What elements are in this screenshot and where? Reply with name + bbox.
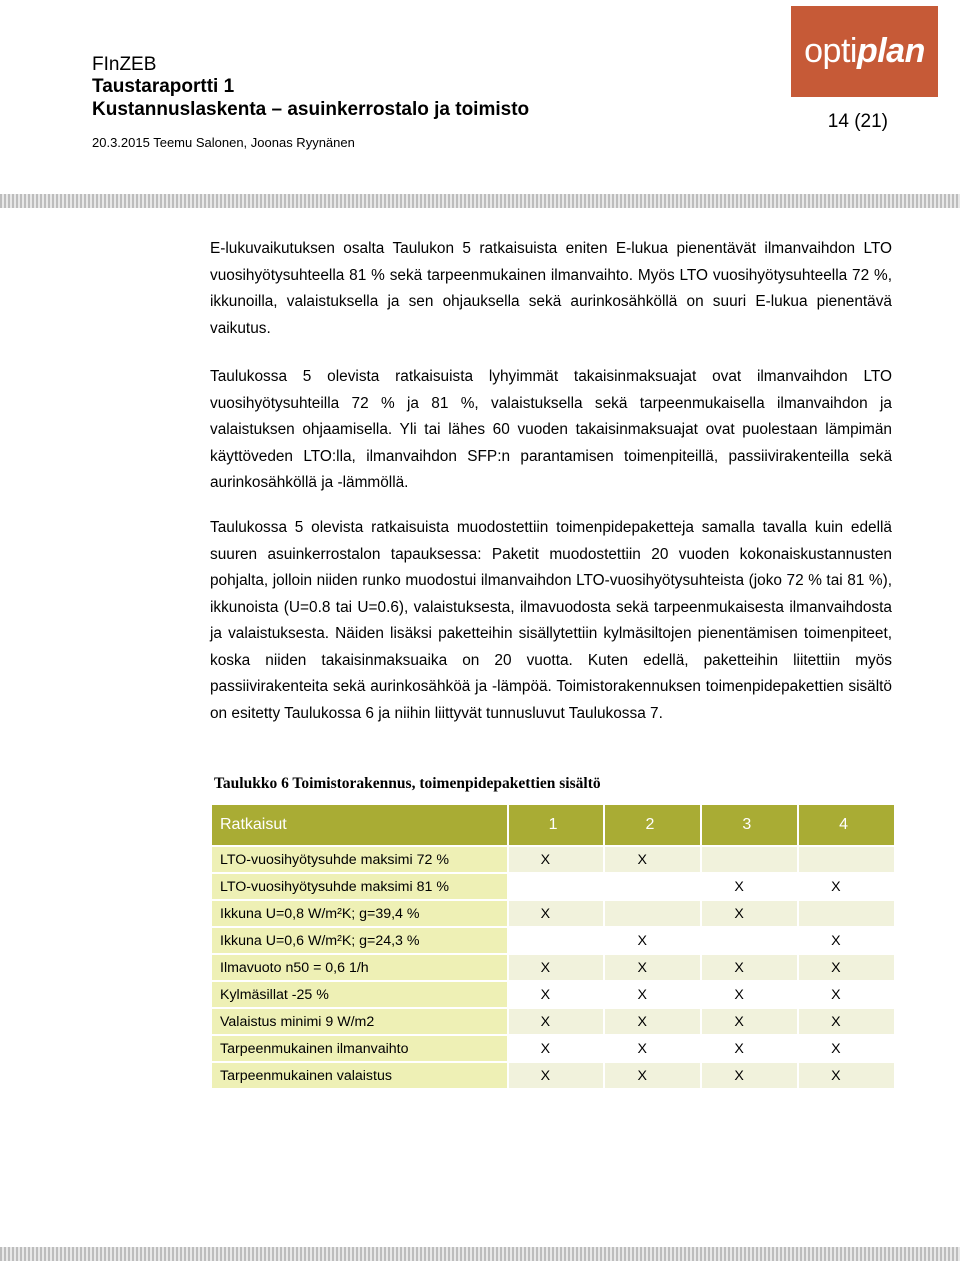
header-cell-package-2: 2 (604, 804, 701, 846)
package-mark-cell: X (798, 1035, 895, 1062)
logo-text-part2: plan (856, 32, 925, 70)
table-row (211, 1008, 895, 1035)
package-mark-cell: X (798, 981, 895, 1008)
package-mark-cell: X (604, 1035, 701, 1062)
package-mark-cell: X (604, 981, 701, 1008)
paragraph-text: E-lukuvaikutuksen osalta Taulukon 5 ratkaisuista eniten E-lukua pienentävät ilmanvaihdon LTO vuosihyötysuhteella 81 % sekä tarpeenmukainen ilmanvaihto. Myös LTO vuosihyötysuhteella 72 %, ikkunoilla, valaistuksella ja sen ohjauksella sekä aurinkosähköllä on suuri E-lukua pienentävä vaikutus. (210, 240, 892, 337)
header-cell-package-4: 4 (798, 804, 895, 846)
header-cell-package-1: 1 (508, 804, 605, 846)
package-mark-cell: X (508, 1062, 605, 1089)
package-contents-table (210, 803, 896, 1090)
table-row (211, 927, 895, 954)
package-mark-cell: X (604, 846, 701, 873)
row-label-cell: LTO-vuosihyötysuhde maksimi 72 % (211, 846, 508, 873)
logo-text-part1: opti (804, 32, 857, 70)
row-label-cell: Tarpeenmukainen valaistus (211, 1062, 508, 1089)
header-cell-package-3: 3 (701, 804, 798, 846)
body-paragraph-1 (210, 236, 892, 367)
package-mark-cell: X (508, 954, 605, 981)
optiplan-logo (791, 6, 938, 97)
header-project: FInZEB (92, 54, 157, 75)
package-mark-cell: X (701, 873, 798, 900)
row-label-cell: Valaistus minimi 9 W/m2 (211, 1008, 508, 1035)
package-mark-cell: X (604, 927, 701, 954)
table-row (211, 1035, 895, 1062)
package-mark-cell: X (604, 1062, 701, 1089)
package-mark-cell: X (701, 1035, 798, 1062)
package-mark-cell (508, 873, 605, 900)
package-mark-cell: X (604, 1008, 701, 1035)
package-mark-cell (701, 846, 798, 873)
row-label-cell: Ikkuna U=0,6 W/m²K; g=24,3 % (211, 927, 508, 954)
paragraph-text: Taulukossa 5 olevista ratkaisuista muodostettiin toimenpidepaketteja samalla tavalla kuin edellä suuren asuinkerrostalon tapauksessa: Paketit muodostettiin 20 vuoden kokonaiskustannusten pohjalta, jolloin niiden runko muodostui ilmanvaihdon LTO-vuosihyötysuhteista (joko 72 % tai 81 %), ikkunoista (U=0.8 tai U=0.6), valaistuksesta, ilmavuodosta sekä tarpeenmukaisesta ilmanvaihdosta ja valaistuksesta. Näiden lisäksi paketteihin sisällytettiin kylmäsiltojen pienentämisen toimenpiteet, koska niiden takaisinmaksuaika on 20 vuotta. Kuten edellä, paketteihin liitettiin myös passiivirakenteita sekä aurinkosähköä ja -lämpöä. Toimistorakennuksen toimenpidepakettien sisältö on esitetty Taulukossa 6 ja niihin liittyvät tunnusluvut Taulukossa 7. (210, 519, 892, 722)
row-label-cell: LTO-vuosihyötysuhde maksimi 81 % (211, 873, 508, 900)
package-mark-cell: X (701, 900, 798, 927)
package-mark-cell: X (701, 1008, 798, 1035)
package-mark-cell (701, 927, 798, 954)
table-caption: Taulukko 6 Toimistorakennus, toimenpidepakettien sisältö (214, 775, 601, 792)
package-mark-cell: X (508, 1035, 605, 1062)
header-cell-solutions: Ratkaisut (211, 804, 508, 846)
header-date-authors: 20.3.2015 Teemu Salonen, Joonas Ryynänen (92, 135, 355, 150)
table-row (211, 846, 895, 873)
body-paragraph-3 (210, 515, 892, 752)
package-mark-cell: X (798, 1062, 895, 1089)
package-mark-cell: X (508, 1008, 605, 1035)
package-mark-cell (604, 900, 701, 927)
table-row (211, 981, 895, 1008)
header-report-title: Taustaraportti 1 (92, 76, 235, 97)
package-mark-cell: X (798, 954, 895, 981)
body-paragraph-2 (210, 364, 892, 522)
header-subject: Kustannuslaskenta – asuinkerrostalo ja toimisto (92, 99, 530, 120)
row-label-cell: Kylmäsillat -25 % (211, 981, 508, 1008)
package-mark-cell: X (701, 1062, 798, 1089)
table-row (211, 954, 895, 981)
package-mark-cell: X (508, 981, 605, 1008)
package-mark-cell: X (798, 1008, 895, 1035)
package-mark-cell (798, 846, 895, 873)
row-label-cell: Ikkuna U=0,8 W/m²K; g=39,4 % (211, 900, 508, 927)
table-header-row (211, 804, 895, 846)
package-mark-cell: X (508, 900, 605, 927)
table-row (211, 900, 895, 927)
package-mark-cell: X (701, 954, 798, 981)
row-label-cell: Ilmavuoto n50 = 0,6 1/h (211, 954, 508, 981)
package-mark-cell: X (701, 981, 798, 1008)
footer-divider-stripe (0, 1247, 960, 1261)
header-divider-stripe (0, 194, 960, 208)
package-mark-cell (798, 900, 895, 927)
package-mark-cell (604, 873, 701, 900)
table-row (211, 1062, 895, 1089)
package-mark-cell: X (508, 846, 605, 873)
package-mark-cell: X (798, 927, 895, 954)
package-mark-cell: X (604, 954, 701, 981)
row-label-cell: Tarpeenmukainen ilmanvaihto (211, 1035, 508, 1062)
package-mark-cell: X (798, 873, 895, 900)
package-mark-cell (508, 927, 605, 954)
table-row (211, 873, 895, 900)
page-number: 14 (21) (827, 111, 888, 132)
paragraph-text: Taulukossa 5 olevista ratkaisuista lyhyimmät takaisinmaksuajat ovat ilmanvaihdon LTO vuosihyötysuhteilla 72 % ja 81 %, valaistuksella sekä tarpeenmukaisella ilmanvaihdon ja valaistuksen ohjaamisella. Yli tai lähes 60 vuoden takaisinmaksuajat ovat puolestaan lämpimän käyttöveden LTO:lla, ilmanvaihdon SFP:n parantamisen toimenpiteillä, passiivirakenteilla sekä aurinkosähköllä ja -lämmöllä. (210, 368, 892, 491)
